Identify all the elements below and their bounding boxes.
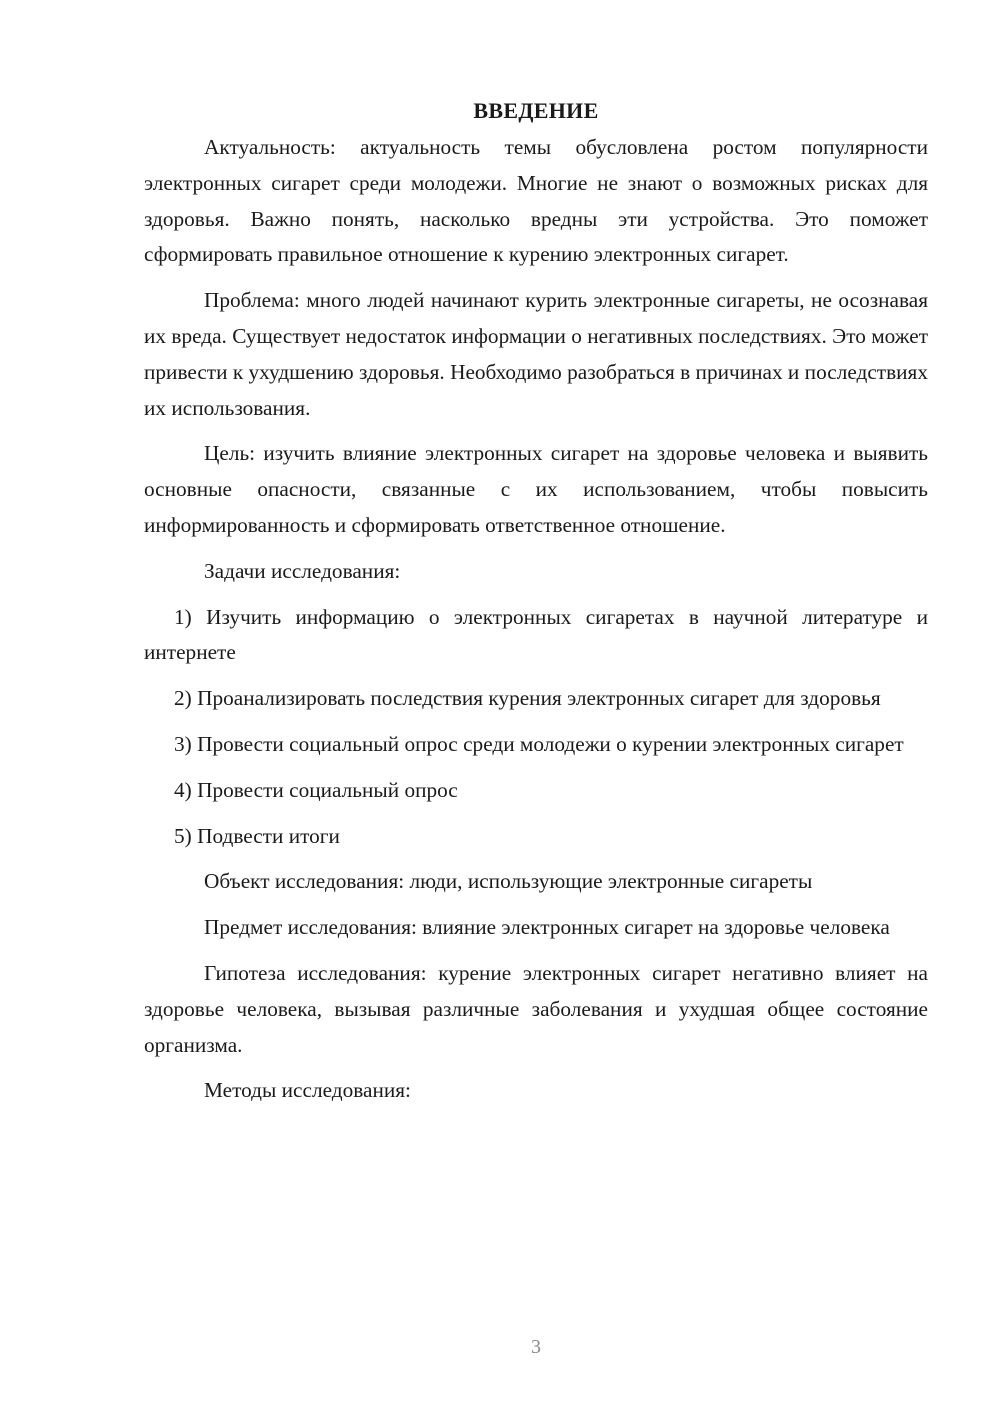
tasks-list (144, 600, 928, 855)
task-item: 4) Провести социальный опрос (174, 777, 458, 802)
object-paragraph: Объект исследования: люди, использующие электронные сигареты (204, 869, 813, 894)
task-item: 5) Подвести итоги (174, 823, 340, 848)
tasks-title: Задачи исследования: (204, 558, 401, 583)
problem-paragraph: Проблема: много людей начинают курить электронные сигареты, не осознавая их вреда. Существует недостаток информации о негативных последствиях. Это может привести к ухудшению здоровья. Необходимо разобраться в причинах и последствиях их использования. (144, 288, 928, 420)
page-number: 3 (531, 1336, 541, 1358)
goal-paragraph: Цель: изучить влияние электронных сигарет на здоровье человека и выявить основные опасности, связанные с их использованием, чтобы повысить информированность и сформировать ответственное отношение. (144, 441, 928, 537)
subject-paragraph: Предмет исследования: влияние электронных сигарет на здоровье человека (204, 915, 890, 940)
page-title: ВВЕДЕНИЕ (473, 98, 599, 123)
task-item: 2) Проанализировать последствия курения электронных сигарет для здоровья (174, 686, 881, 711)
task-item: 3) Провести социальный опрос среди молодежи о курении электронных сигарет (174, 731, 904, 756)
task-item: 1) Изучить информацию о электронных сигаретах в научной литературе и интернете (144, 604, 928, 665)
relevance-paragraph: Актуальность: актуальность темы обусловлена ростом популярности электронных сигарет среди молодежи. Многие не знают о возможных рисках для здоровья. Важно понять, насколько вредны эти устройства. Это поможет сформировать правильное отношение к курению электронных сигарет. (144, 135, 928, 267)
document-page (144, 96, 928, 1119)
methods-title: Методы исследования: (204, 1078, 411, 1103)
hypothesis-paragraph: Гипотеза исследования: курение электронных сигарет негативно влияет на здоровье человека, вызывая различные заболевания и ухудшая общее состояние организма. (144, 960, 928, 1057)
